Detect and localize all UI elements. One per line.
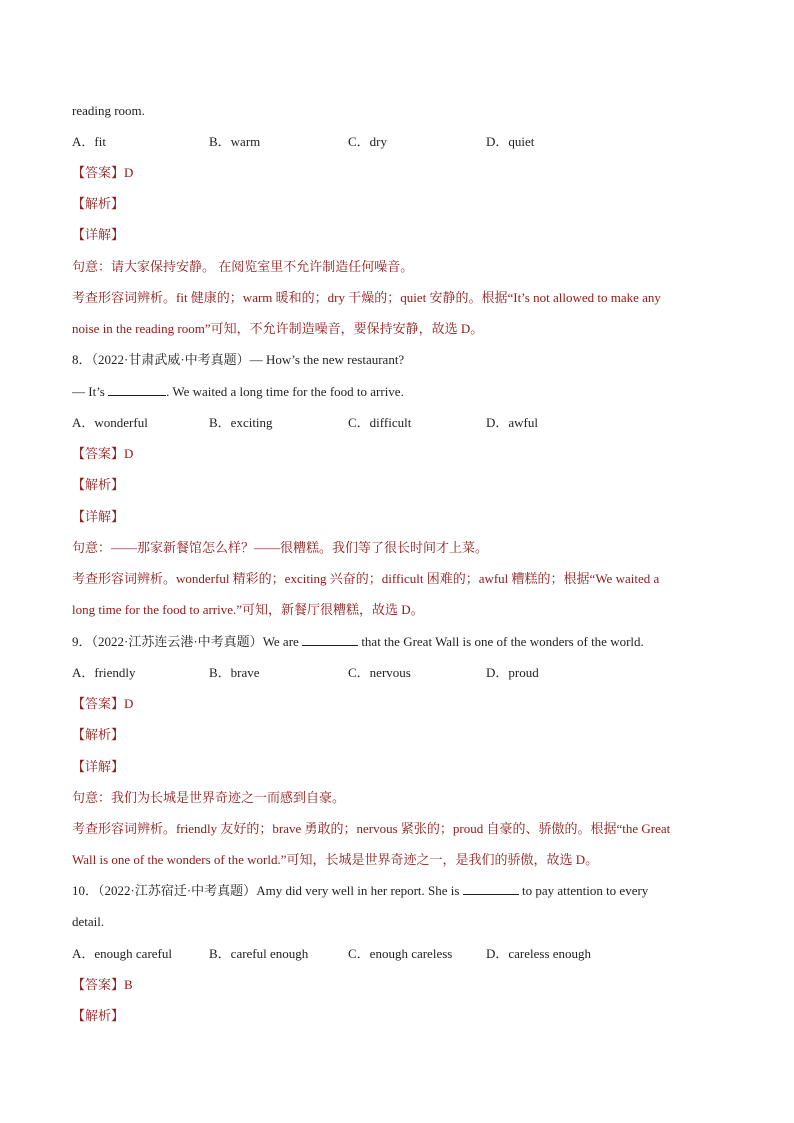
q7-option-d: D．quiet	[486, 134, 535, 149]
q7-detail-label: 【详解】	[72, 227, 125, 242]
q10-stem-b: to pay attention to every	[518, 883, 649, 898]
q9-option-b: B．brave	[209, 665, 260, 680]
q10-answer-label: 【答案】	[72, 977, 125, 992]
q8-answer-line	[72, 445, 133, 463]
q7-explain-2: noise in the reading room”可知，不允许制造噪音，要保持安静，故选 D。	[72, 321, 484, 336]
q10-analysis-label: 【解析】	[72, 1008, 125, 1023]
q9-stem-line	[72, 633, 644, 651]
q9-stem-a: We are	[262, 634, 303, 649]
q9-analysis-label: 【解析】	[72, 727, 125, 742]
q7-answer: D	[124, 165, 134, 180]
q10-stem-line-2: detail.	[72, 914, 105, 929]
q7-answer-line	[72, 164, 133, 182]
q7-meaning: 句意：请大家保持安静。 在阅览室里不允许制造任何噪音。	[72, 259, 414, 274]
q7-explain-1: 考查形容词辨析。fit 健康的；warm 暖和的；dry 干燥的；quiet 安静的。根据“It’s not allowed to make any	[72, 290, 661, 305]
q7-option-a: A．fit	[72, 134, 106, 149]
q9-option-c: C．nervous	[348, 665, 411, 680]
q8-option-c: C．difficult	[348, 415, 412, 430]
q9-answer-label: 【答案】	[72, 696, 125, 711]
q10-stem-line-1	[72, 882, 648, 900]
q7-stem-tail: reading room.	[72, 103, 145, 118]
q8-analysis-label: 【解析】	[72, 477, 125, 492]
q8-option-b: B．exciting	[209, 415, 273, 430]
q9-answer-line	[72, 695, 133, 713]
q8-stem-line-2	[72, 383, 404, 401]
q8-stem-2b: . We waited a long time for the food to arrive.	[166, 384, 404, 399]
q8-stem-line-1	[72, 351, 404, 369]
q9-explain-1: 考查形容词辨析。friendly 友好的；brave 勇敢的；nervous 紧张的；proud 自豪的、骄傲的。根据“the Great	[72, 821, 671, 836]
q9-explain-2: Wall is one of the wonders of the world.”可知，长城是世界奇迹之一，是我们的骄傲，故选 D。	[72, 852, 599, 867]
q10-option-c: C．enough careless	[348, 946, 453, 961]
q8-source: （2022·甘肃武威·中考真题）	[91, 352, 250, 367]
q10-number: 10．	[72, 883, 99, 898]
q9-option-a: A．friendly	[72, 665, 136, 680]
q9-answer: D	[124, 696, 134, 711]
q8-explain-2: long time for the food to arrive.”可知，新餐厅很糟糕，故选 D。	[72, 602, 424, 617]
q8-number: 8．	[72, 352, 92, 367]
q8-explain-1: 考查形容词辨析。wonderful 精彩的；exciting 兴奋的；difficult 困难的；awful 糟糕的；根据“We waited a	[72, 571, 660, 586]
q10-stem-a: Amy did very well in her report. She is	[256, 883, 463, 898]
q8-answer-label: 【答案】	[72, 446, 125, 461]
q8-meaning: 句意：——那家新餐馆怎么样？——很糟糕。我们等了很长时间才上菜。	[72, 540, 489, 555]
q10-answer: B	[124, 977, 133, 992]
q10-blank	[463, 882, 519, 895]
q9-stem-b: that the Great Wall is one of the wonders of the world.	[358, 634, 644, 649]
q8-option-d: D．awful	[486, 415, 538, 430]
q8-detail-label: 【详解】	[72, 509, 125, 524]
q7-option-c: C．dry	[348, 134, 388, 149]
q9-option-d: D．proud	[486, 665, 539, 680]
q8-answer: D	[124, 446, 134, 461]
q8-blank	[108, 383, 166, 396]
q10-option-b: B．careful enough	[209, 946, 309, 961]
q8-stem-1: — How’s the new restaurant?	[249, 352, 405, 367]
q9-detail-label: 【详解】	[72, 759, 125, 774]
q8-stem-2a: — It’s	[72, 384, 109, 399]
q10-option-d: D．careless enough	[486, 946, 592, 961]
q7-answer-label: 【答案】	[72, 165, 125, 180]
q10-answer-line	[72, 976, 133, 994]
q10-source: （2022·江苏宿迁·中考真题）	[98, 883, 257, 898]
q9-source: （2022·江苏连云港·中考真题）	[91, 634, 263, 649]
q9-number: 9．	[72, 634, 92, 649]
q9-blank	[302, 633, 358, 646]
q9-meaning: 句意：我们为长城是世界奇迹之一而感到自豪。	[72, 790, 346, 805]
q8-option-a: A．wonderful	[72, 415, 148, 430]
q7-option-b: B．warm	[209, 134, 261, 149]
q10-option-a: A．enough careful	[72, 946, 172, 961]
q7-analysis-label: 【解析】	[72, 196, 125, 211]
